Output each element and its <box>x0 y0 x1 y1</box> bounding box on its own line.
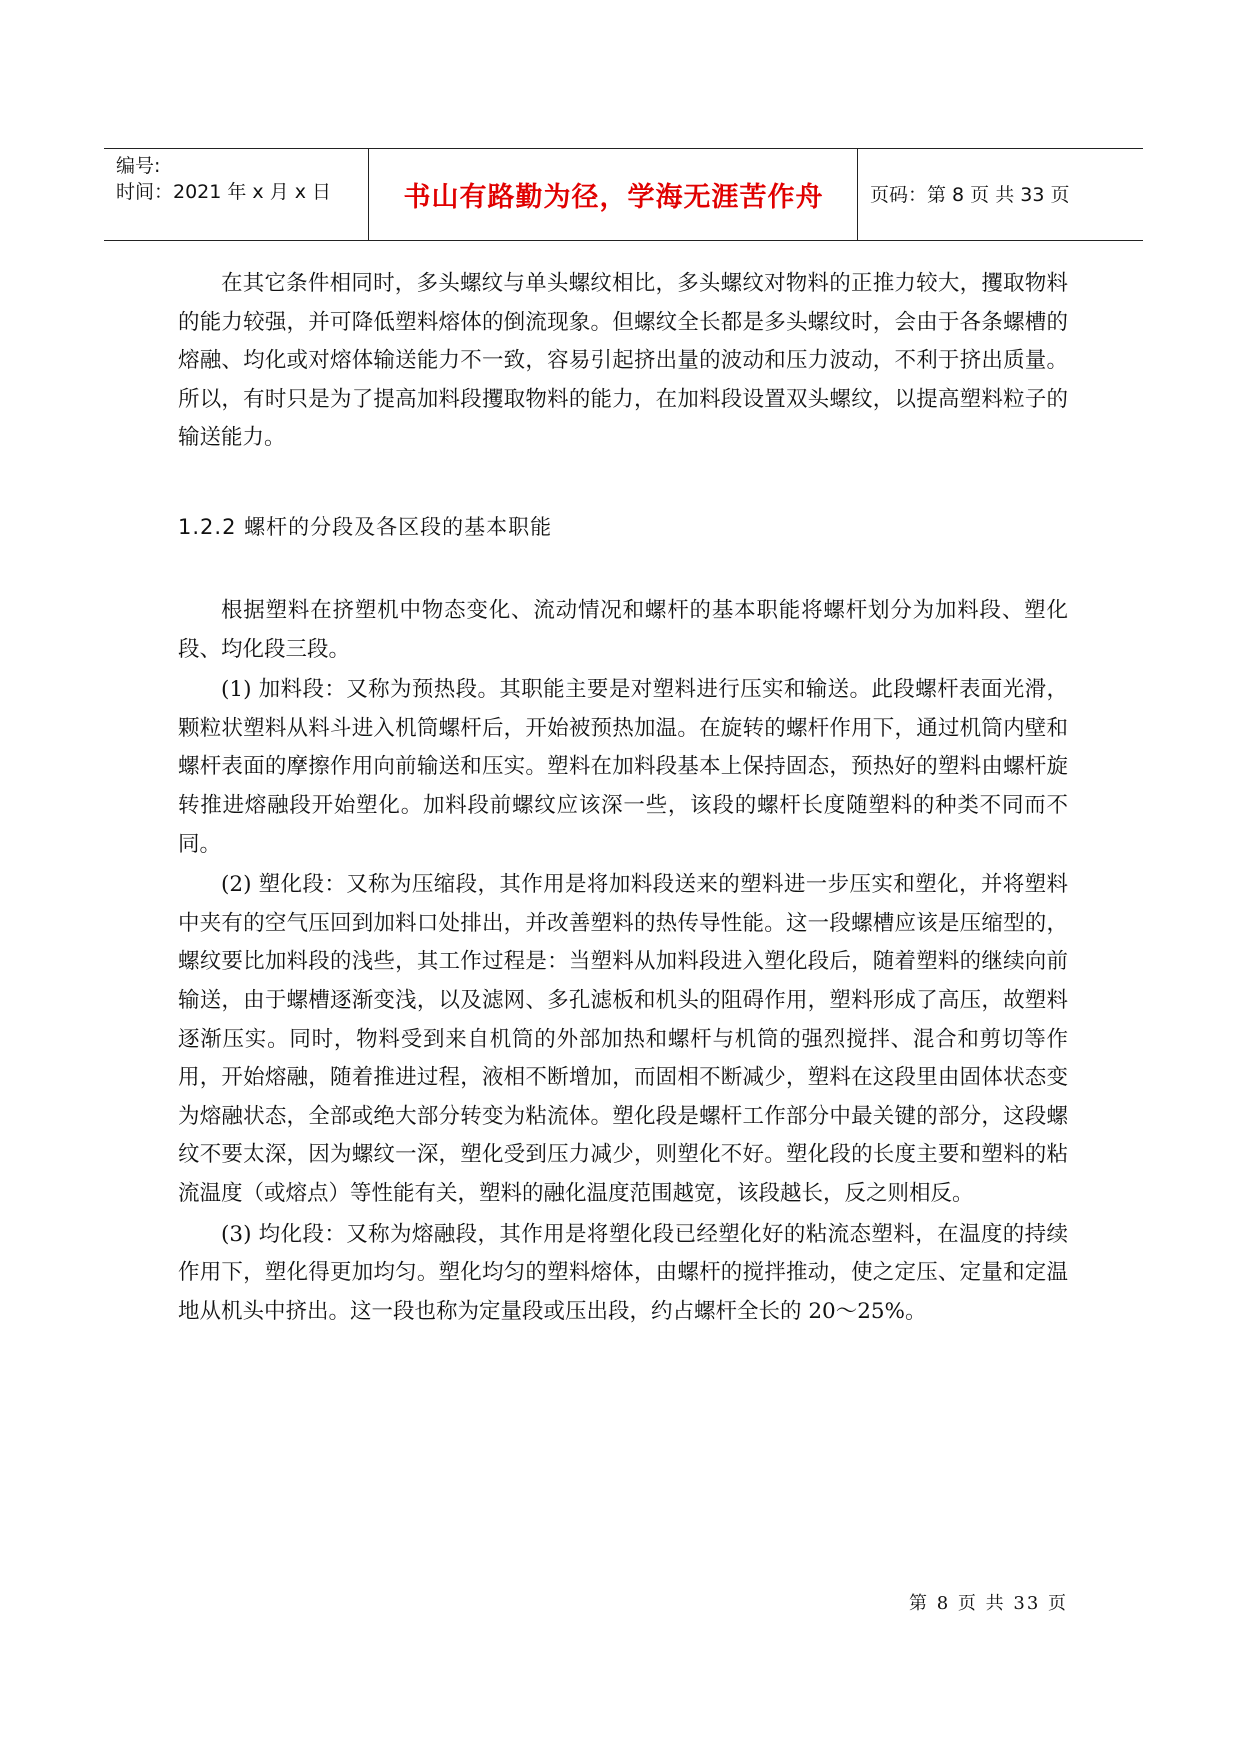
item-plasticizing-section: (2) 塑化段：又称为压缩段，其作用是将加料段送来的塑料进一步压实和塑化，并将塑料中夹有的空气压回到加料口处排出，并改善塑料的热传导性能。这一段螺槽应该是压缩型的，螺纹要比加料段的浅些，其工作过程是：当塑料从加料段进入塑化段后，随着塑料的继续向前输送，由于螺槽逐渐变浅，以及滤网、多孔滤板和机头的阻碍作用，塑料形成了高压，故塑料逐渐压实。同时，物料受到来自机筒的外部加热和螺杆与机筒的强烈搅拌、混合和剪切等作用，开始熔融，随着推进过程，液相不断增加，而固相不断减少，塑料在这段里由固体状态变为熔融状态，全部或绝大部分转变为粘流体。塑化段是螺杆工作部分中最关键的部分，这段螺纹不要太深，因为螺纹一深，塑化受到压力减少，则塑化不好。塑化段的长度主要和塑料的粘流温度（或熔点）等性能有关，塑料的融化温度范围越宽，该段越长，反之则相反。 <box>178 872 1068 1206</box>
header-divider-left <box>368 149 369 240</box>
item-feeding-section: (1) 加料段：又称为预热段。其职能主要是对塑料进行压实和输送。此段螺杆表面光滑，颗粒状塑料从料斗进入机筒螺杆后，开始被预热加温。在旋转的螺杆作用下，通过机筒内壁和螺杆表面的摩擦作用向前输送和压实。塑料在加料段基本上保持固态，预热好的塑料由螺杆旋转推进熔融段开始塑化。加料段前螺纹应该深一些，该段的螺杆长度随塑料的种类不同而不同。 <box>178 677 1068 857</box>
header-number-label: 编号: <box>116 155 161 177</box>
document-header <box>104 148 1143 241</box>
section-body <box>178 592 1068 1331</box>
page-footer: 第 8 页 共 33 页 <box>909 1593 1068 1614</box>
item-metering-section: (3) 均化段：又称为熔融段，其作用是将塑化段已经塑化好的粘流态塑料，在温度的持续作用下，塑化得更加均匀。塑化均匀的塑料熔体，由螺杆的搅拌推动，使之定压、定量和定温地从机头中挤出。这一段也称为定量段或压出段，约占螺杆全长的 20～25%。 <box>178 1221 1068 1324</box>
header-page-info: 页码：第 8 页 共 33 页 <box>870 184 1070 206</box>
section-intro-paragraph: 根据塑料在挤塑机中物态变化、流动情况和螺杆的基本职能将螺杆划分为加料段、塑化段、均化段三段。 <box>178 598 1068 662</box>
header-meta <box>116 149 368 240</box>
intro-paragraph: 在其它条件相同时，多头螺纹与单头螺纹相比，多头螺纹对物料的正推力较大，攫取物料的能力较强，并可降低塑料熔体的倒流现象。但螺纹全长都是多头螺纹时，会由于各条螺槽的熔融、均化或对熔体输送能力不一致，容易引起挤出量的波动和压力波动，不利于挤出质量。所以，有时只是为了提高加料段攫取物料的能力，在加料段设置双头螺纹，以提高塑料粒子的输送能力。 <box>178 271 1068 451</box>
header-motto: 书山有路勤为径，学海无涯苦作舟 <box>403 182 824 213</box>
intro-section <box>178 265 1068 458</box>
section-heading: 1.2.2 螺杆的分段及各区段的基本职能 <box>178 515 553 539</box>
header-divider-right <box>857 149 858 240</box>
header-time-label: 时间：2021 年 x 月 x 日 <box>116 181 332 203</box>
